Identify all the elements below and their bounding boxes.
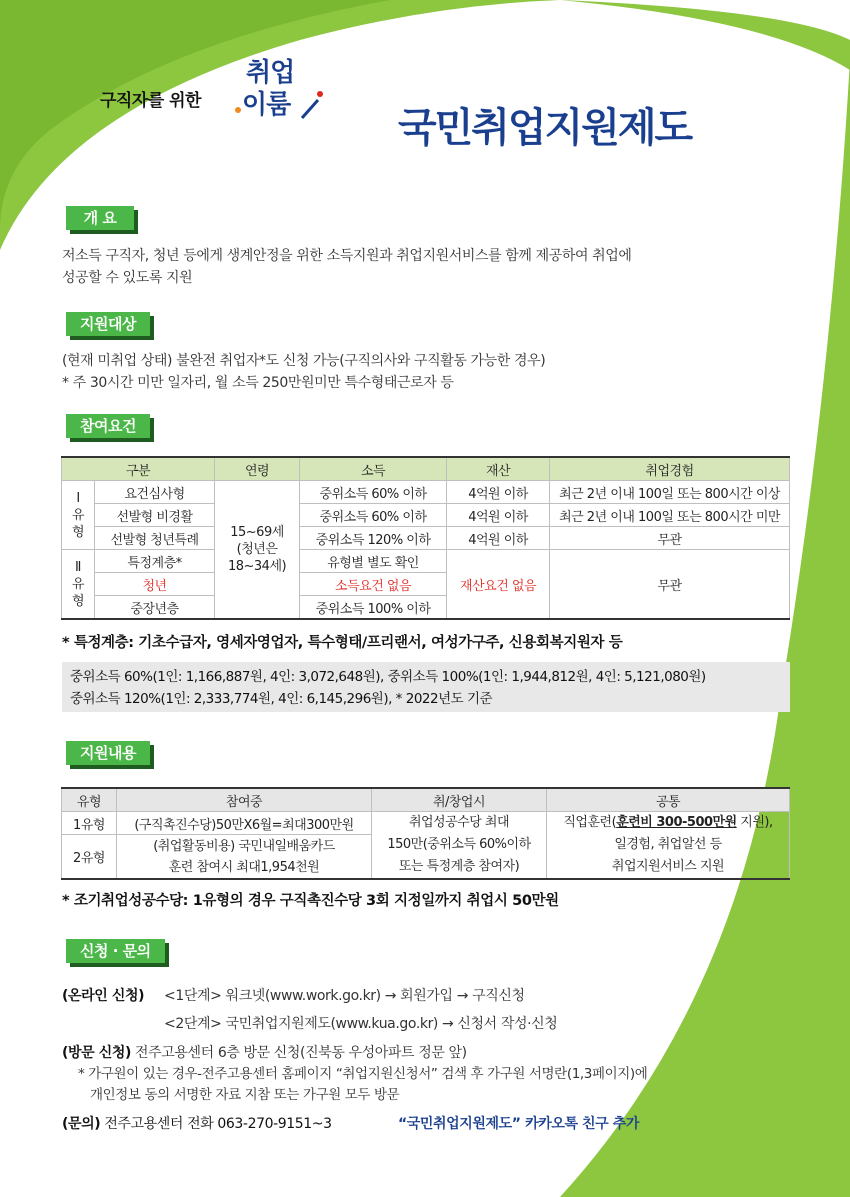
support-during2a: (취업활동비용) 국민내일배움카드 (153, 838, 335, 854)
support-during1: (구직촉진수당)50만X6월=최대300만원 (117, 812, 372, 835)
logo-decoration-icon (232, 56, 327, 148)
section-label-target: 지원대상 (66, 312, 150, 336)
visit-note1: * 가구원이 있는 경우-전주고용센터 홈페이지 “취업지원신청서” 검색 후 가구원 서명란(1,3페이지)에 (78, 1066, 648, 1082)
support-type1: 1유형 (62, 812, 117, 835)
online-step2: <2단계> 국민취업지원제도(www.kua.go.kr) → 신청서 작성·신청 (164, 1016, 558, 1032)
req-exp: 최근 2년 이내 100일 또는 800시간 미만 (550, 504, 790, 527)
req-assets: 4억원 이하 (447, 481, 550, 504)
visit-text: 전주고용센터 6층 방문 신청(진북동 우성아파트 정문 앞) (135, 1045, 467, 1061)
table-row (62, 527, 790, 550)
section-label-requirements: 참여요건 (66, 414, 150, 438)
table-header: 참여중 (117, 788, 372, 812)
support-job-a: 취업성공수당 최대 (408, 815, 510, 830)
type2-cell: Ⅱ 유 형 (62, 550, 95, 620)
requirements-footnote: * 특정계층: 기초수급자, 영세자영업자, 특수형태/프리랜서, 여성가구주, 신용회복지원자 등 (62, 635, 623, 651)
support-job-c: 또는 특정계층 참여자) (398, 859, 520, 874)
support-footnote: * 조기취업성공수당: 1유형의 경우 구직촉진수당 3회 지정일까지 취업시 50만원 (62, 893, 559, 909)
req-name: 중장년층 (95, 596, 215, 620)
table-header: 공통 (547, 788, 790, 812)
req-name: 특정계층* (95, 550, 215, 573)
support-during2b: 훈련 참여시 최대1,954천원 (168, 859, 320, 875)
table-header: 유형 (62, 788, 117, 812)
visit-note2: 개인정보 동의 서명한 자료 지참 또는 가구원 모두 방문 (90, 1087, 400, 1103)
req-assets: 4억원 이하 (447, 527, 550, 550)
requirements-table (61, 456, 790, 620)
page-title: 국민취업지원제도 (398, 105, 692, 151)
logo-line2: 이룸 (242, 90, 291, 120)
type2-assets: 재산요건 없음 (447, 550, 550, 620)
visit-label: (방문 신청) (62, 1045, 131, 1061)
support-common-b: 일경험, 취업알선 등 (614, 837, 722, 852)
table-header: 구분 (62, 457, 215, 481)
req-name: 요건심사형 (95, 481, 215, 504)
table-header-row (62, 457, 790, 481)
req-name: 선발형 청년특례 (95, 527, 215, 550)
table-row (62, 550, 790, 573)
contact-line (62, 1113, 332, 1135)
table-header: 소득 (300, 457, 447, 481)
support-common-c: 취업지원서비스 지원 (611, 859, 725, 874)
table-row (62, 481, 790, 504)
common-a-post: 지원), (736, 815, 773, 830)
table-header: 취업경험 (550, 457, 790, 481)
table-header-row (62, 788, 790, 812)
support-type2: 2유형 (62, 835, 117, 879)
contact-label: (문의) (62, 1116, 101, 1132)
section-label-support: 지원내용 (66, 741, 150, 765)
req-name: 청년 (95, 573, 215, 596)
type2-exp: 무관 (550, 550, 790, 620)
contact-text: 전주고용센터 전화 063-270-9151~3 (104, 1116, 332, 1132)
support-job-b: 150만(중위소득 60%이하 (387, 837, 531, 852)
req-income: 소득요건 없음 (300, 573, 447, 596)
median-line1: 중위소득 60%(1인: 1,166,887원, 4인: 3,072,648원), 중위소득 100%(1인: 1,944,812원, 4인: 5,121,080원) (70, 669, 706, 685)
common-a-pre: 직업훈련( (563, 815, 617, 830)
target-line1: (현재 미취업 상태) 불완전 취업자*도 신청 가능(구직의사와 구직활동 가능한 경우) (62, 353, 546, 369)
support-common-cell (547, 812, 790, 880)
req-assets: 4억원 이하 (447, 504, 550, 527)
header-subtitle: 구직자를 위한 (100, 91, 201, 111)
support-table (61, 787, 790, 880)
req-income: 중위소득 120% 이하 (300, 527, 447, 550)
overview-line2: 성공할 수 있도록 지원 (62, 270, 193, 286)
table-header: 연령 (215, 457, 300, 481)
kakao-friend-link[interactable]: “국민취업지원제도” 카카오톡 친구 추가 (398, 1116, 640, 1132)
common-a-bold: 훈련비 300-500만원 (616, 815, 737, 830)
age-cell: 15~69세 (청년은 18~34세) (215, 481, 300, 620)
overview-line1: 저소득 구직자, 청년 등에게 생계안정을 위한 소득지원과 취업지원서비스를 함께 제공하여 취업에 (62, 248, 632, 264)
req-income: 유형별 별도 확인 (300, 550, 447, 573)
median-income-note (62, 662, 790, 712)
online-step1: <1단계> 워크넷(www.work.go.kr) → 회원가입 → 구직신청 (164, 988, 525, 1004)
support-during2-cell (117, 835, 372, 879)
req-income: 중위소득 60% 이하 (300, 504, 447, 527)
section-label-overview: 개 요 (66, 206, 134, 230)
req-income: 중위소득 60% 이하 (300, 481, 447, 504)
table-header: 재산 (447, 457, 550, 481)
table-header: 취/창업시 (372, 788, 547, 812)
support-common-a (550, 812, 786, 834)
logo-line1: 취업 (246, 58, 295, 88)
section-label-apply: 신청 · 문의 (66, 939, 165, 963)
table-row (62, 504, 790, 527)
logo (232, 56, 327, 148)
req-income: 중위소득 100% 이하 (300, 596, 447, 620)
median-line2: 중위소득 120%(1인: 2,333,774원, 4인: 6,145,296원), * 2022년도 기준 (70, 691, 493, 707)
visit-line (62, 1042, 467, 1064)
online-label: (온라인 신청) (62, 988, 145, 1004)
target-line2: * 주 30시간 미만 일자리, 월 소득 250만원미만 특수형태근로자 등 (62, 375, 454, 391)
req-exp: 무관 (550, 527, 790, 550)
table-row (62, 812, 790, 835)
req-name: 선발형 비경활 (95, 504, 215, 527)
support-job-cell (372, 812, 547, 880)
req-exp: 최근 2년 이내 100일 또는 800시간 이상 (550, 481, 790, 504)
type1-cell: Ⅰ 유 형 (62, 481, 95, 550)
